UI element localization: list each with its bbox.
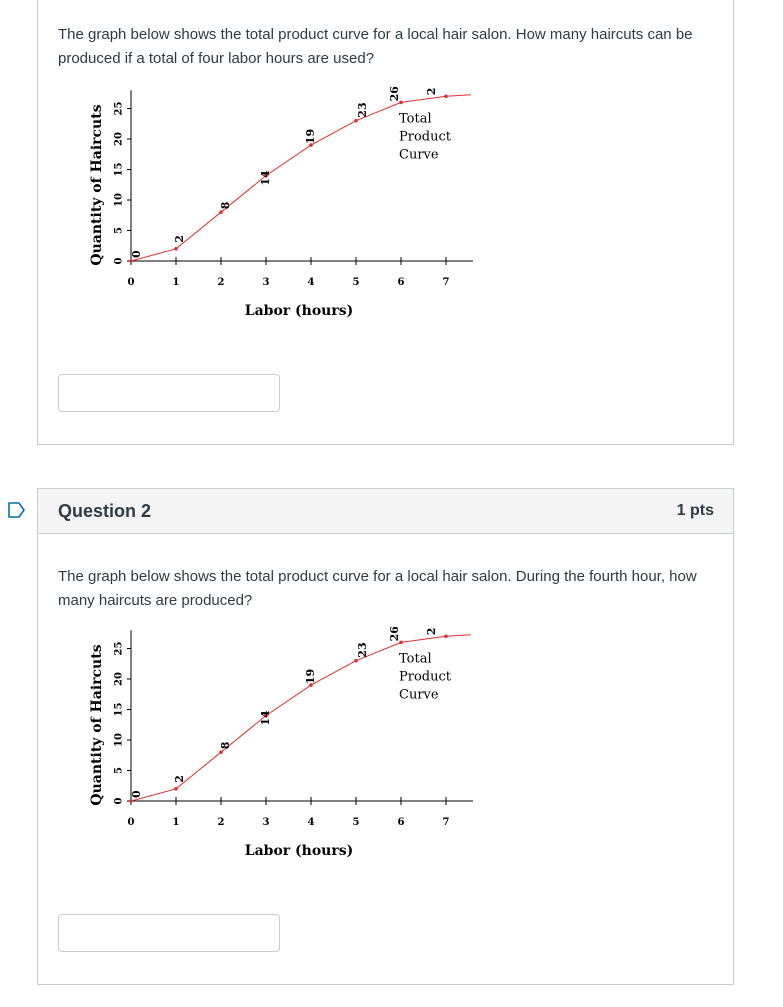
data-label-2: 2	[173, 775, 186, 783]
data-point-1	[174, 787, 178, 791]
x-tick-label-1: 1	[172, 817, 180, 828]
x-tick-label-4: 4	[307, 277, 315, 288]
y-axis-title: Quantity of Haircuts	[89, 644, 105, 806]
y-tick-label-5: 5	[113, 227, 125, 234]
curve-extension	[446, 635, 471, 637]
question-2-card	[37, 488, 734, 985]
data-label-19: 19	[304, 128, 317, 145]
x-tick-label-7: 7	[442, 277, 450, 288]
question-2-chart	[83, 627, 523, 877]
legend-text-2: Curve	[399, 687, 439, 703]
data-label-2: 2	[173, 235, 186, 243]
data-point-7	[444, 635, 448, 639]
x-tick-label-3: 3	[262, 817, 270, 828]
data-point-1	[174, 247, 178, 251]
data-label-14: 14	[259, 170, 272, 186]
y-tick-label-25: 25	[113, 641, 125, 656]
y-tick-label-25: 25	[113, 101, 125, 116]
data-label-27: 27	[425, 87, 438, 96]
data-point-2	[219, 210, 223, 214]
data-label-8: 8	[219, 201, 232, 210]
x-tick-label-0: 0	[127, 817, 135, 828]
y-tick-label-20: 20	[113, 672, 125, 686]
legend-text-0: Total	[399, 111, 432, 127]
data-point-2	[219, 750, 223, 754]
question-2-header	[38, 489, 733, 534]
legend-text-0: Total	[399, 651, 432, 667]
total-product-chart-2	[83, 627, 523, 877]
y-tick-label-15: 15	[113, 162, 125, 177]
x-tick-label-5: 5	[352, 817, 360, 828]
data-label-27: 27	[425, 627, 438, 636]
data-point-5	[354, 659, 358, 663]
x-tick-label-4: 4	[307, 817, 315, 828]
flag-question-icon[interactable]	[8, 502, 26, 518]
question-1-chart	[83, 87, 523, 337]
x-tick-label-1: 1	[172, 277, 180, 288]
y-tick-label-5: 5	[113, 767, 125, 774]
y-tick-label-15: 15	[113, 702, 125, 717]
data-label-8: 8	[219, 741, 232, 750]
question-2-points: 1 pts	[676, 502, 714, 519]
data-label-0: 0	[130, 250, 143, 258]
total-product-chart-1	[83, 87, 523, 337]
x-tick-label-2: 2	[217, 277, 225, 288]
data-label-23: 23	[356, 102, 369, 118]
question-2-answer-input[interactable]	[58, 914, 280, 952]
question-1-text: The graph below shows the total product curve for a local hair salon. How many haircuts can be produced if a total of four labor hours are used?	[58, 26, 693, 67]
legend-text-1: Product	[399, 129, 451, 145]
data-label-0: 0	[130, 790, 143, 798]
x-tick-label-6: 6	[397, 277, 405, 288]
x-tick-label-5: 5	[352, 277, 360, 288]
data-point-7	[444, 95, 448, 99]
question-2-text: The graph below shows the total product curve for a local hair salon. During the fourth hour, how many haircuts are produced?	[58, 568, 697, 609]
x-tick-label-3: 3	[262, 277, 270, 288]
data-label-26: 26	[388, 87, 401, 102]
data-point-5	[354, 119, 358, 123]
legend-text-2: Curve	[399, 147, 439, 163]
legend-text-1: Product	[399, 669, 451, 685]
curve-extension	[446, 95, 471, 97]
data-label-19: 19	[304, 668, 317, 685]
x-axis-title: Labor (hours)	[244, 843, 354, 859]
data-point-0	[129, 799, 133, 803]
question-1-answer-input[interactable]	[58, 374, 280, 412]
y-tick-label-0: 0	[113, 257, 125, 265]
x-tick-label-2: 2	[217, 817, 225, 828]
data-label-23: 23	[356, 642, 369, 658]
question-2-title: Question 2	[58, 501, 152, 521]
x-axis-title: Labor (hours)	[244, 303, 354, 319]
data-label-14: 14	[259, 710, 272, 726]
y-tick-label-10: 10	[113, 733, 125, 747]
y-tick-label-0: 0	[113, 797, 125, 805]
x-tick-label-0: 0	[127, 277, 135, 288]
x-tick-label-7: 7	[442, 817, 450, 828]
question-1-card	[37, 0, 734, 445]
data-point-0	[129, 259, 133, 263]
y-tick-label-10: 10	[113, 193, 125, 207]
x-tick-label-6: 6	[397, 817, 405, 828]
y-axis-title: Quantity of Haircuts	[89, 104, 105, 266]
data-label-26: 26	[388, 627, 401, 642]
y-tick-label-20: 20	[113, 132, 125, 146]
